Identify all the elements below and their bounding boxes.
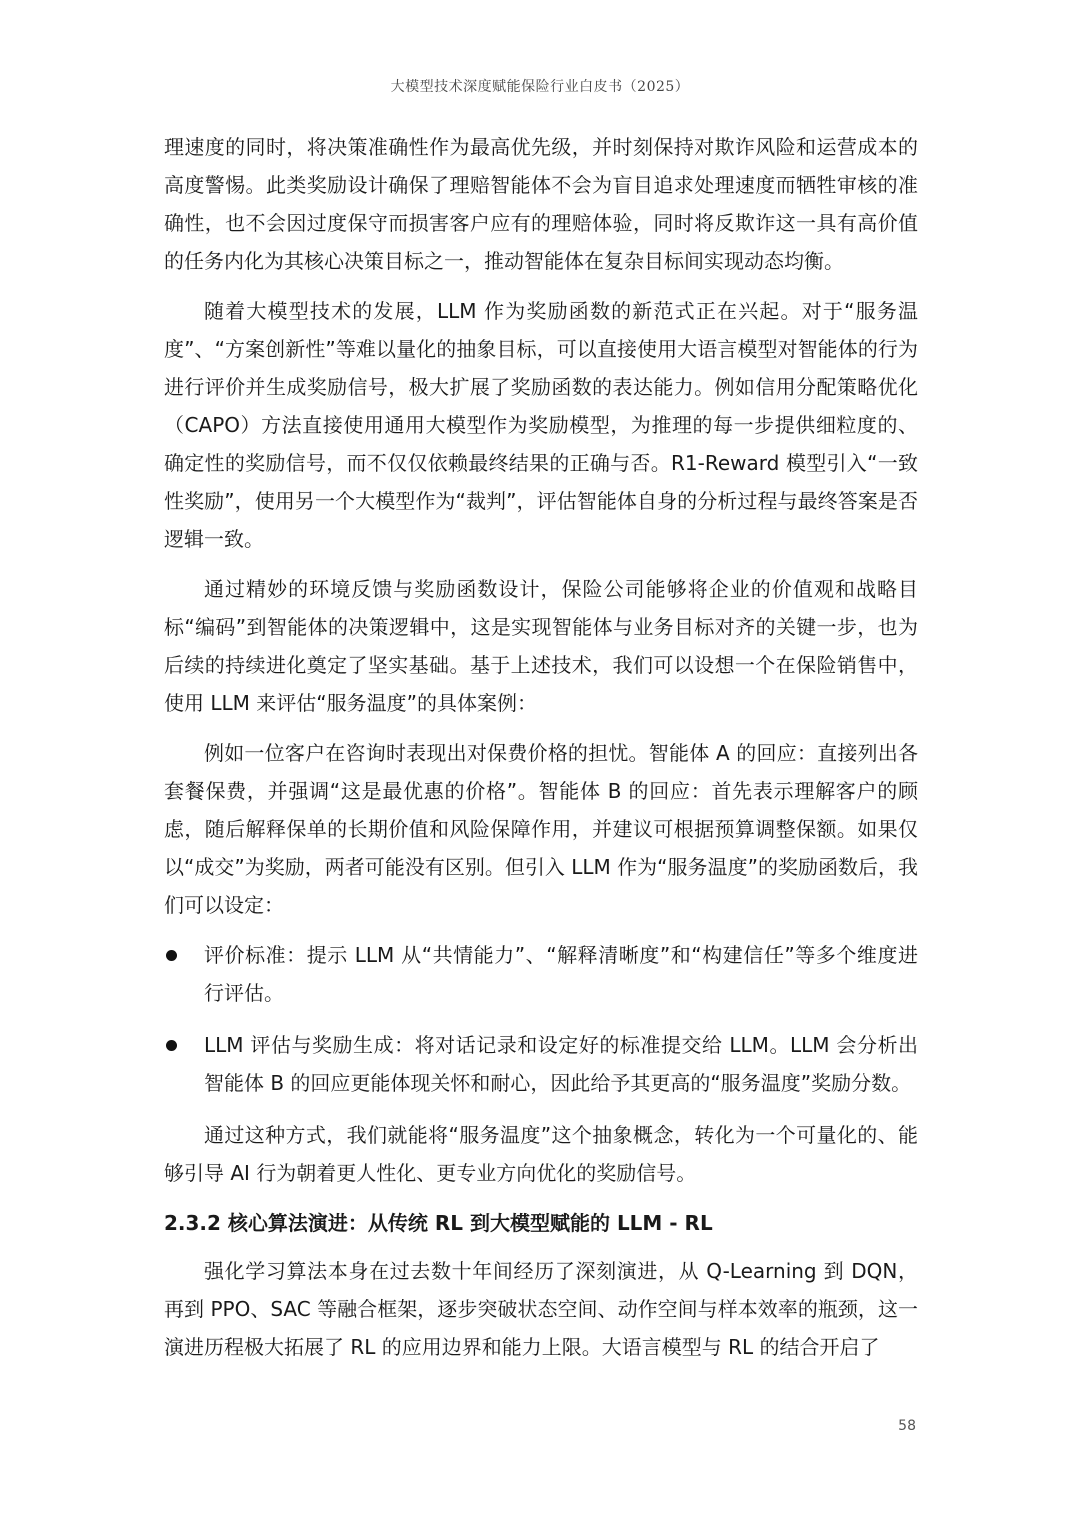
paragraph-value-alignment: 通过精妙的环境反馈与奖励函数设计，保险公司能够将企业的价值观和战略目标“编码”到智能体的决策逻辑中，这是实现智能体与业务目标对齐的关键一步，也为后续的持续进化奠定了坚实基础。基于上述技术，我们可以设想一个在保险销售中，使用 LLM 来评估“服务温度”的具体案例：: [164, 577, 918, 715]
paragraph-rl-evolution: 强化学习算法本身在过去数十年间经历了深刻演进，从 Q-Learning 到 DQN，再到 PPO、SAC 等融合框架，逐步突破状态空间、动作空间与样本效率的瓶颈，这一演进历程极大拓展了 RL 的应用边界和能力上限。大语言模型与 RL 的结合开启了: [164, 1259, 918, 1359]
bullet-item-evaluation: [164, 1026, 918, 1102]
page-body: [164, 128, 918, 1378]
paragraph-summary: 通过这种方式，我们就能将“服务温度”这个抽象概念，转化为一个可量化的、能够引导 AI 行为朝着更人性化、更专业方向优化的奖励信号。: [164, 1123, 918, 1185]
bullet-icon: [166, 1040, 177, 1051]
paragraph-llm-reward: 随着大模型技术的发展，LLM 作为奖励函数的新范式正在兴起。对于“服务温度”、“方案创新性”等难以量化的抽象目标，可以直接使用大语言模型对智能体的行为进行评价并生成奖励信号，极大扩展了奖励函数的表达能力。例如信用分配策略优化（CAPO）方法直接使用通用大模型作为奖励模型，为推理的每一步提供细粒度的、确定性的奖励信号，而不仅仅依赖最终结果的正确与否。R1-Reward 模型引入“一致性奖励”，使用另一个大模型作为“裁判”，评估智能体自身的分析过程与最终答案是否逻辑一致。: [164, 299, 918, 551]
page-number: 58: [898, 1418, 916, 1434]
section-heading: 2.3.2 核心算法演进：从传统 RL 到大模型赋能的 LLM - RL: [164, 1211, 713, 1235]
running-header: 大模型技术深度赋能保险行业白皮书（2025）: [390, 79, 690, 95]
bullet-text: LLM 评估与奖励生成：将对话记录和设定好的标准提交给 LLM。LLM 会分析出智能体 B 的回应更能体现关怀和耐心，因此给予其更高的“服务温度”奖励分数。: [204, 1033, 918, 1095]
bullet-icon: [166, 950, 177, 961]
bullet-item-criteria: [164, 936, 918, 1012]
paragraph-example-case: 例如一位客户在咨询时表现出对保费价格的担忧。智能体 A 的回应：直接列出各套餐保费，并强调“这是最优惠的价格”。智能体 B 的回应：首先表示理解客户的顾虑，随后解释保单的长期价值和风险保障作用，并建议可根据预算调整保额。如果仅以“成交”为奖励，两者可能没有区别。但引入 LLM 作为“服务温度”的奖励函数后，我们可以设定：: [164, 741, 918, 917]
paragraph-continuation: 理速度的同时，将决策准确性作为最高优先级，并时刻保持对欺诈风险和运营成本的高度警惕。此类奖励设计确保了理赔智能体不会为盲目追求处理速度而牺牲审核的准确性，也不会因过度保守而损害客户应有的理赔体验，同时将反欺诈这一具有高价值的任务内化为其核心决策目标之一，推动智能体在复杂目标间实现动态均衡。: [164, 135, 918, 273]
bullet-list: [164, 936, 918, 1102]
bullet-text: 评价标准：提示 LLM 从“共情能力”、“解释清晰度”和“构建信任”等多个维度进行评估。: [204, 943, 918, 1005]
